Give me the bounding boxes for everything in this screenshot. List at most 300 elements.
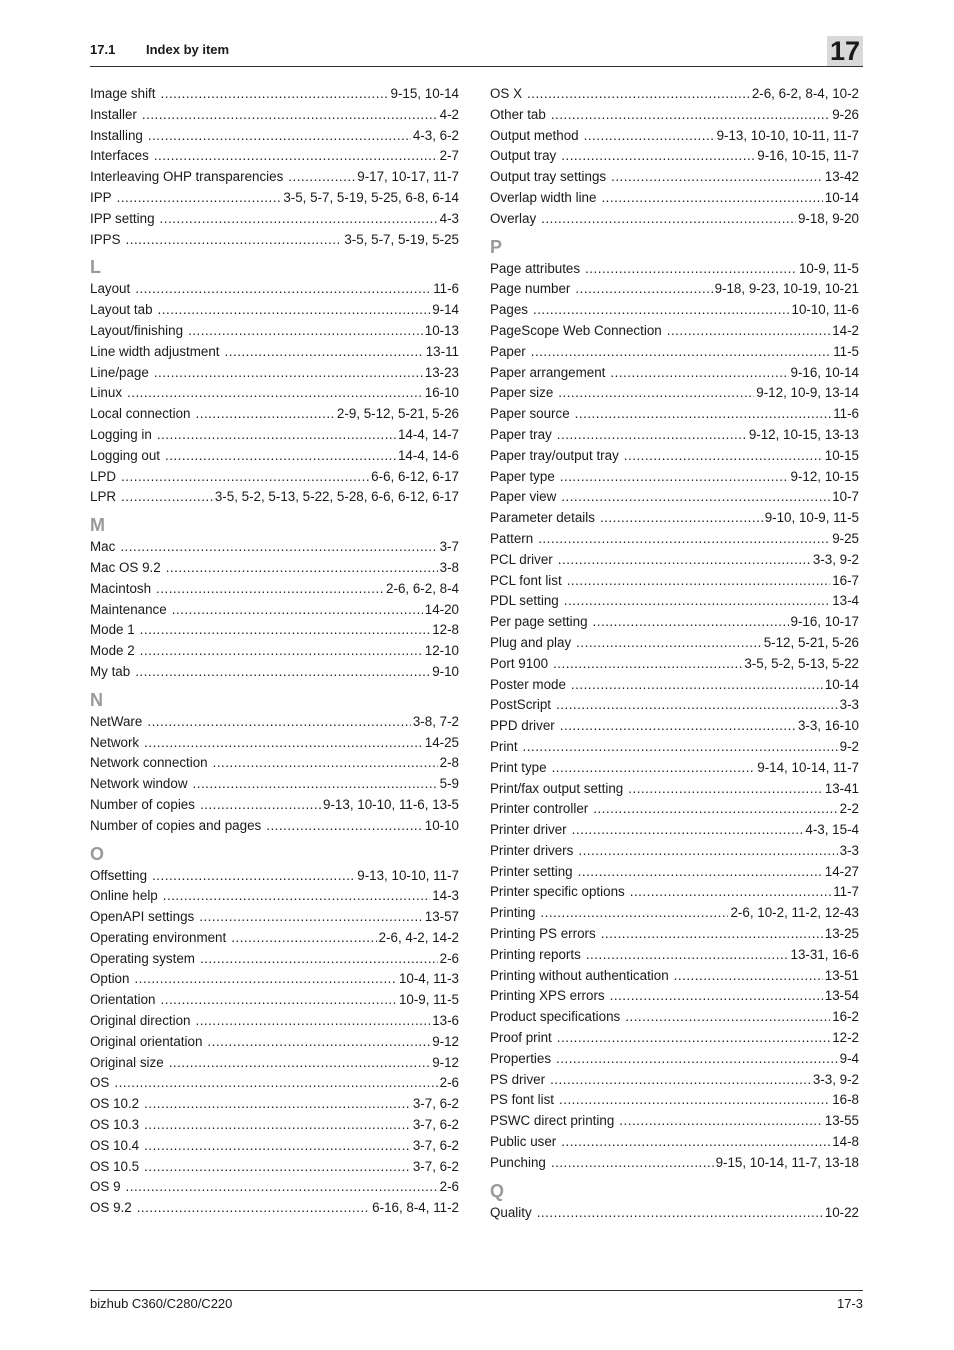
dot-leader: [556, 1049, 838, 1070]
index-page-refs: 14-2: [832, 322, 859, 338]
index-term: My tab: [90, 663, 131, 679]
index-page-refs: 13-11: [425, 343, 459, 359]
dot-leader: [564, 591, 830, 612]
index-term: IPP setting: [90, 210, 155, 226]
dot-leader: [266, 816, 423, 837]
index-page-refs: 9-10, 10-9, 11-5: [764, 510, 859, 526]
index-term: Other tab: [490, 106, 546, 122]
index-letter-heading: O: [90, 843, 105, 864]
index-page-refs: 9-13, 10-10, 11-7: [357, 867, 459, 883]
index-term: Page attributes: [490, 260, 581, 276]
dot-leader: [557, 1028, 830, 1049]
index-entry: [90, 425, 459, 446]
index-term: Interleaving OHP transparencies: [90, 169, 284, 185]
index-page-refs: 3-5, 5-7, 5-19, 5-25, 6-8, 6-14: [283, 189, 459, 205]
index-page-refs: 13-23: [424, 364, 459, 380]
index-term: PSWC direct printing: [490, 1113, 615, 1129]
dot-leader: [575, 279, 712, 300]
index-page-refs: 14-4, 14-7: [397, 426, 459, 442]
index-term: OS 10.2: [90, 1096, 140, 1112]
dot-leader: [533, 300, 790, 321]
index-entry: [90, 969, 459, 990]
index-page-refs: 14-3: [432, 888, 459, 904]
dot-leader: [625, 1007, 830, 1028]
dot-leader: [571, 675, 823, 696]
index-page-refs: 10-10: [424, 817, 459, 833]
index-entry: [90, 712, 459, 733]
index-term: PageScope Web Connection: [490, 322, 662, 338]
index-term: Quality: [490, 1204, 532, 1220]
index-page-refs: 9-12: [432, 1054, 459, 1070]
index-term: Mode 2: [90, 643, 135, 659]
index-term: OS 9.2: [90, 1200, 132, 1216]
index-page-refs: 12-8: [432, 622, 459, 638]
index-entry: [90, 404, 459, 425]
index-term: Print/fax output setting: [490, 780, 624, 796]
dot-leader: [121, 467, 369, 488]
index-term: Installing: [90, 127, 143, 143]
index-term: Layout: [90, 281, 131, 297]
index-entry: [490, 966, 859, 987]
dot-leader: [556, 695, 838, 716]
index-entry: [490, 84, 859, 105]
index-entry: [490, 321, 859, 342]
dot-leader: [166, 558, 438, 579]
dot-leader: [154, 146, 438, 167]
index-page-refs: 9-14: [432, 302, 459, 318]
index-entry: [90, 907, 459, 928]
index-entry: [490, 903, 859, 924]
index-entry: [490, 716, 859, 737]
index-page-refs: 3-7: [439, 539, 459, 555]
index-page-refs: 2-9, 5-12, 5-21, 5-26: [336, 406, 459, 422]
dot-leader: [157, 425, 396, 446]
index-term: PPD driver: [490, 718, 555, 734]
index-page-refs: 13-31, 16-6: [790, 946, 859, 962]
page-number: 17-3: [836, 1296, 863, 1311]
index-page-refs: 9-15, 10-14: [390, 86, 459, 101]
index-term: Poster mode: [490, 676, 566, 692]
dot-leader: [213, 753, 438, 774]
index-page-refs: 2-6, 6-2, 8-4, 10-2: [751, 86, 859, 101]
index-page-refs: 6-6, 6-12, 6-17: [371, 468, 459, 484]
index-page-refs: 5-12, 5-21, 5-26: [763, 634, 859, 650]
index-entry: [490, 654, 859, 675]
index-entry: [90, 188, 459, 209]
index-page-refs: 14-25: [424, 734, 459, 750]
index-entry: [490, 446, 859, 467]
index-page-refs: 11-6: [833, 406, 859, 422]
index-term: OpenAPI settings: [90, 909, 195, 925]
index-letter-heading: Q: [490, 1180, 505, 1201]
index-page-refs: 9-14, 10-14, 11-7: [757, 759, 859, 775]
index-entry: [490, 695, 859, 716]
index-term: Plug and play: [490, 634, 572, 650]
index-entry: [490, 675, 859, 696]
index-page-refs: 16-2: [832, 1009, 859, 1025]
index-term: Pattern: [490, 530, 534, 546]
dot-leader: [560, 467, 789, 488]
index-term: Line/page: [90, 364, 149, 380]
index-page-refs: 3-3, 16-10: [797, 718, 859, 734]
index-page-refs: 13-25: [824, 926, 859, 942]
dot-leader: [169, 1053, 431, 1074]
index-page-refs: 9-13, 10-10, 11-6, 13-5: [323, 796, 459, 812]
index-entry: [90, 641, 459, 662]
chapter-badge: 17: [827, 36, 863, 66]
index-term: Interfaces: [90, 148, 149, 164]
index-entry: [90, 558, 459, 579]
dot-leader: [624, 446, 823, 467]
dot-leader: [165, 446, 396, 467]
index-entry: [490, 126, 859, 147]
index-page-refs: 3-3, 9-2: [812, 1071, 859, 1087]
index-page-refs: 4-3, 15-4: [805, 822, 859, 838]
index-page-refs: 9-16, 10-15, 11-7: [757, 148, 859, 164]
index-entry: [490, 167, 859, 188]
index-page-refs: 16-10: [424, 385, 459, 401]
dot-leader: [600, 508, 763, 529]
dot-leader: [121, 487, 213, 508]
index-term: Operating system: [90, 950, 195, 966]
dot-leader: [188, 321, 423, 342]
index-page-refs: 16-8: [832, 1092, 859, 1108]
index-page-refs: 10-15: [824, 447, 859, 463]
index-entry: [490, 1203, 859, 1224]
index-page-refs: 4-2: [439, 106, 459, 122]
dot-leader: [161, 84, 389, 105]
index-page-refs: 12-2: [832, 1030, 859, 1046]
index-page-refs: 10-10, 11-6: [791, 302, 859, 318]
index-entry: [490, 188, 859, 209]
page-header: [90, 36, 863, 67]
dot-leader: [558, 383, 754, 404]
dot-leader: [231, 928, 376, 949]
index-entry: [490, 1153, 859, 1174]
dot-leader: [142, 105, 438, 126]
index-term: Online help: [90, 888, 158, 904]
index-entry: [90, 816, 459, 837]
index-page-refs: 13-4: [832, 593, 859, 609]
dot-leader: [531, 342, 831, 363]
index-term: Output tray settings: [490, 169, 607, 185]
dot-leader: [593, 612, 789, 633]
index-term: Printer driver: [490, 822, 567, 838]
index-entry: [90, 662, 459, 683]
index-page-refs: 14-4, 14-6: [397, 447, 459, 463]
index-page-refs: 9-2: [839, 738, 859, 754]
index-term: Network window: [90, 776, 188, 792]
index-page-refs: 9-16, 10-14: [790, 364, 859, 380]
index-page-refs: 9-10: [432, 663, 459, 679]
dot-leader: [163, 886, 430, 907]
dot-leader: [144, 1157, 411, 1178]
dot-leader: [161, 990, 397, 1011]
index-page-refs: 4-3, 6-2: [412, 127, 459, 143]
index-term: Paper type: [490, 468, 555, 484]
index-page-refs: 9-25: [832, 530, 859, 546]
dot-leader: [674, 966, 823, 987]
dot-leader: [593, 799, 837, 820]
index-term: Logging in: [90, 426, 152, 442]
index-term: Line width adjustment: [90, 343, 220, 359]
index-page-refs: 14-8: [832, 1134, 859, 1150]
dot-leader: [160, 209, 438, 230]
index-entry: [90, 990, 459, 1011]
index-entry: [90, 1053, 459, 1074]
index-page-refs: 12-10: [424, 643, 459, 659]
dot-leader: [127, 383, 423, 404]
index-term: IPPS: [90, 231, 121, 247]
index-entry: [90, 1073, 459, 1094]
index-entry: [490, 633, 859, 654]
index-column-left: [90, 84, 459, 1219]
index-entry: [490, 300, 859, 321]
dot-leader: [154, 363, 423, 384]
index-page-refs: 2-6: [439, 1075, 459, 1091]
index-page-refs: 2-6, 4-2, 14-2: [378, 929, 459, 945]
dot-leader: [551, 1153, 714, 1174]
index-term: OS 10.4: [90, 1137, 140, 1153]
index-entry: [490, 571, 859, 592]
index-page-refs: 10-14: [824, 189, 859, 205]
index-page-refs: 3-3, 9-2: [812, 551, 859, 567]
index-term: Overlay: [490, 210, 537, 226]
index-entry: [490, 550, 859, 571]
index-term: Installer: [90, 106, 137, 122]
dot-leader: [152, 866, 355, 887]
index-page-refs: 13-6: [432, 1013, 459, 1029]
section-number: 17.1: [90, 42, 116, 57]
index-term: Printer specific options: [490, 884, 625, 900]
index-letter-heading: P: [490, 236, 503, 257]
index-page-refs: 2-6, 6-2, 8-4: [386, 580, 459, 596]
index-entry: [490, 467, 859, 488]
index-page-refs: 10-14: [824, 676, 859, 692]
index-term: OS: [90, 1075, 110, 1091]
index-entry: [90, 230, 459, 251]
index-page-refs: 9-12, 10-9, 13-14: [756, 385, 859, 401]
index-term: Print: [490, 738, 518, 754]
index-entry: [90, 886, 459, 907]
index-entry: [490, 1028, 859, 1049]
index-page-refs: 10-9, 11-5: [798, 260, 859, 276]
index-page-refs: 3-5, 5-2, 5-13, 5-22: [744, 655, 859, 671]
dot-leader: [135, 279, 431, 300]
dot-leader: [120, 537, 437, 558]
dot-leader: [601, 924, 823, 945]
index-entry: [90, 1157, 459, 1178]
index-letter-heading: M: [90, 515, 105, 536]
dot-leader: [619, 1111, 822, 1132]
index-term: Printer setting: [490, 863, 573, 879]
dot-leader: [610, 363, 788, 384]
dot-leader: [200, 949, 438, 970]
index-entry: [90, 1198, 459, 1219]
index-page-refs: 3-3: [839, 697, 859, 713]
index-term: Linux: [90, 385, 123, 401]
dot-leader: [195, 1011, 430, 1032]
index-entry: [90, 1177, 459, 1198]
index-entry: [490, 799, 859, 820]
index-entry: [490, 105, 859, 126]
index-page-refs: 3-3: [839, 842, 859, 858]
index-page-refs: 9-15, 10-14, 11-7, 13-18: [715, 1154, 859, 1170]
index-entry: [490, 820, 859, 841]
index-term: Paper: [490, 343, 526, 359]
index-entry: [490, 146, 859, 167]
index-page-refs: 3-7, 6-2: [412, 1137, 459, 1153]
index-page-refs: 3-7, 6-2: [412, 1158, 459, 1174]
dot-leader: [538, 529, 830, 550]
index-page-refs: 11-7: [833, 884, 859, 900]
index-term: Local connection: [90, 406, 191, 422]
index-entry: [90, 321, 459, 342]
index-page-refs: 14-27: [824, 863, 859, 879]
index-entry: [90, 126, 459, 147]
index-entry: [490, 945, 859, 966]
index-page-refs: 9-18, 9-23, 10-19, 10-21: [714, 281, 859, 297]
dot-leader: [561, 146, 755, 167]
index-entry: [490, 487, 859, 508]
index-page-refs: 9-17, 10-17, 11-7: [357, 169, 459, 185]
index-entry: [490, 1090, 859, 1111]
index-term: Paper source: [490, 406, 570, 422]
dot-leader: [156, 579, 384, 600]
dot-leader: [586, 945, 789, 966]
index-term: IPP: [90, 189, 112, 205]
index-entry: [90, 1136, 459, 1157]
index-term: Product specifications: [490, 1009, 621, 1025]
dot-leader: [578, 841, 837, 862]
index-page-refs: 3-8, 7-2: [412, 713, 459, 729]
index-page-refs: 10-4, 11-3: [398, 971, 459, 987]
index-entry: [90, 866, 459, 887]
index-page-refs: 9-12, 10-15, 13-13: [748, 426, 859, 442]
index-entry: [90, 146, 459, 167]
index-entry: [90, 753, 459, 774]
index-entry: [490, 779, 859, 800]
index-page-refs: 10-7: [832, 489, 859, 505]
index-term: Print type: [490, 759, 547, 775]
index-entry: [490, 425, 859, 446]
index-term: Pages: [490, 302, 528, 318]
index-term: Printer controller: [490, 801, 589, 817]
dot-leader: [575, 404, 832, 425]
index-term: Page number: [490, 281, 571, 297]
dot-leader: [196, 404, 335, 425]
index-page-refs: 13-57: [424, 909, 459, 925]
index-entry: [490, 986, 859, 1007]
dot-leader: [144, 1136, 411, 1157]
index-entry: [90, 579, 459, 600]
index-entry: [90, 537, 459, 558]
index-entry: [490, 363, 859, 384]
dot-leader: [585, 259, 797, 280]
index-page-refs: 10-22: [824, 1204, 859, 1220]
index-term: Original orientation: [90, 1033, 203, 1049]
index-entry: [490, 209, 859, 230]
index-entry: [490, 1049, 859, 1070]
index-entry: [90, 1011, 459, 1032]
index-entry: [490, 591, 859, 612]
index-entry: [490, 404, 859, 425]
index-term: Orientation: [90, 992, 156, 1008]
dot-leader: [527, 84, 750, 105]
index-term: Paper tray/output tray: [490, 447, 619, 463]
dot-leader: [200, 795, 321, 816]
dot-leader: [567, 571, 830, 592]
dot-leader: [584, 126, 715, 147]
index-term: Printing PS errors: [490, 926, 596, 942]
index-term: Printing without authentication: [490, 967, 669, 983]
index-term: LPR: [90, 489, 117, 505]
index-entry: [490, 882, 859, 903]
index-page-refs: 3-5, 5-2, 5-13, 5-22, 5-28, 6-6, 6-12, 6-17: [214, 489, 459, 505]
dot-leader: [553, 654, 742, 675]
index-page-refs: 13-55: [824, 1113, 859, 1129]
dot-leader: [140, 620, 431, 641]
dot-leader: [126, 1177, 438, 1198]
index-term: Printing XPS errors: [490, 988, 605, 1004]
dot-leader: [114, 1073, 437, 1094]
index-term: Mac OS 9.2: [90, 559, 161, 575]
dot-leader: [117, 188, 282, 209]
index-term: Punching: [490, 1154, 546, 1170]
index-term: PCL driver: [490, 551, 553, 567]
dot-leader: [144, 1094, 411, 1115]
dot-leader: [193, 774, 438, 795]
dot-leader: [199, 907, 423, 928]
index-term: Paper size: [490, 385, 554, 401]
index-entry: [90, 1115, 459, 1136]
index-term: Macintosh: [90, 580, 152, 596]
index-term: Number of copies and pages: [90, 817, 262, 833]
index-entry: [90, 600, 459, 621]
index-term: Image shift: [90, 86, 156, 101]
index-entry: [90, 928, 459, 949]
index-entry: [490, 342, 859, 363]
index-entry: [90, 209, 459, 230]
index-page-refs: 3-7, 6-2: [412, 1096, 459, 1112]
index-entry: [490, 259, 859, 280]
dot-leader: [523, 737, 838, 758]
index-term: Number of copies: [90, 796, 195, 812]
index-page-refs: 10-9, 11-5: [398, 992, 459, 1008]
dot-leader: [558, 550, 811, 571]
dot-leader: [610, 986, 823, 1007]
index-term: Paper tray: [490, 426, 552, 442]
index-entry: [490, 279, 859, 300]
index-entry: [490, 1132, 859, 1153]
dot-leader: [561, 1132, 830, 1153]
dot-leader: [541, 209, 796, 230]
section-title: Index by item: [146, 42, 230, 57]
index-page-refs: 4-3: [439, 210, 459, 226]
dot-leader: [630, 882, 831, 903]
index-page-refs: 9-13, 10-10, 10-11, 11-7: [716, 127, 859, 143]
dot-leader: [134, 969, 396, 990]
index-page-refs: 9-4: [839, 1050, 859, 1066]
index-term: Printer drivers: [490, 842, 574, 858]
dot-leader: [288, 167, 355, 188]
index-term: Output method: [490, 127, 579, 143]
index-entry: [490, 508, 859, 529]
index-entry: [90, 363, 459, 384]
index-entry: [490, 612, 859, 633]
index-page-refs: 9-16, 10-17: [790, 614, 859, 630]
index-page-refs: 5-9: [439, 776, 459, 792]
